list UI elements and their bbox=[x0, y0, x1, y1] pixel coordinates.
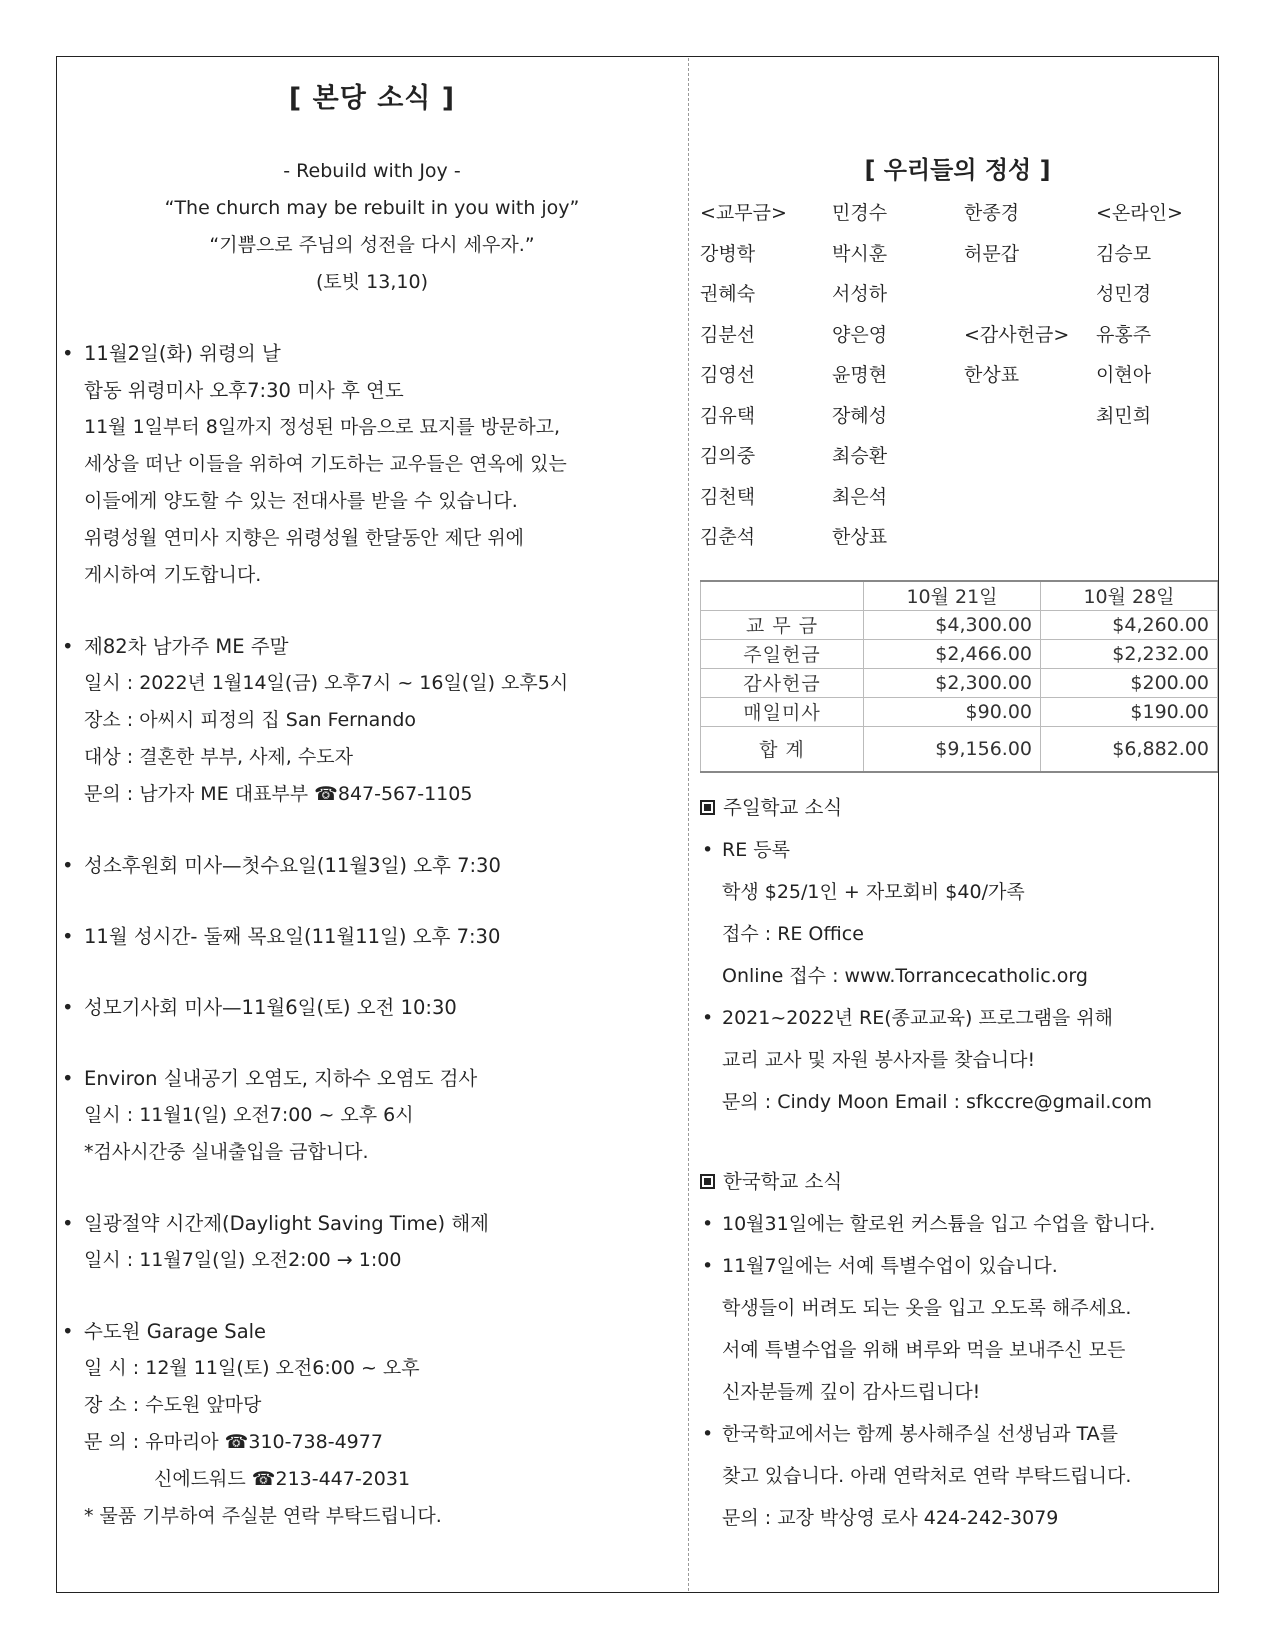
korean-school-title: 한국학교 소식 bbox=[723, 1169, 843, 1193]
news-line: 이들에게 양도할 수 있는 전대사를 받을 수 있습니다. bbox=[84, 490, 518, 512]
finance-value: $2,232.00 bbox=[1041, 639, 1218, 668]
theme-line: (토빗 13,10) bbox=[316, 271, 428, 293]
donor-name-cell: 서성하 bbox=[832, 283, 888, 305]
finance-row bbox=[701, 639, 1218, 668]
finance-value: $190.00 bbox=[1041, 697, 1218, 726]
offerings-title: [ 우리들의 정성 ] bbox=[864, 156, 1051, 184]
donor-name-cell: 최은석 bbox=[832, 485, 888, 508]
news-line: 일시 : 2022년 1월14일(금) 오후7시 ~ 16일(일) 오후5시 bbox=[84, 672, 569, 694]
finance-value: $2,466.00 bbox=[864, 639, 1041, 668]
news-line: * 물품 기부하여 주실분 연락 부탁드립니다. bbox=[84, 1505, 442, 1527]
school-line: 학생들이 버려도 되는 옷을 입고 오도록 해주세요. bbox=[722, 1296, 1132, 1319]
finance-label: 매일미사 bbox=[701, 697, 864, 726]
square-bullet-icon bbox=[700, 800, 715, 815]
donor-name-cell bbox=[1096, 477, 1216, 518]
news-heading: • 성모기사회 미사—11월6일(토) 오전 10:30 bbox=[62, 989, 682, 1026]
news-heading: • 수도원 Garage Sale bbox=[62, 1313, 682, 1350]
news-line: 일시 : 11월1(일) 오전7:00 ~ 오후 6시 bbox=[84, 1104, 414, 1126]
donor-name-cell bbox=[964, 477, 1096, 518]
finance-row bbox=[701, 610, 1218, 639]
finance-total-label: 합 계 bbox=[701, 726, 864, 772]
finance-corner bbox=[701, 581, 864, 611]
theme-line: “기쁨으로 주님의 성전을 다시 세우자.” bbox=[209, 234, 535, 256]
school-line: 서예 특별수업을 위해 벼루와 먹을 보내주신 모든 bbox=[722, 1338, 1126, 1361]
offerings-column bbox=[700, 150, 1215, 1539]
news-line: 장소 : 아씨시 피정의 집 San Fernando bbox=[84, 709, 417, 731]
theme-line: - Rebuild with Joy - bbox=[283, 160, 461, 182]
finance-value: $4,300.00 bbox=[864, 610, 1041, 639]
school-bullet: • 11월7일에는 서예 특별수업이 있습니다. bbox=[700, 1245, 1215, 1287]
sunday-school-title: 주일학교 소식 bbox=[723, 795, 843, 819]
school-bullet: • 한국학교에서는 함께 봉사해주실 선생님과 TA를 bbox=[700, 1413, 1215, 1455]
news-line: 합동 위령미사 오후7:30 미사 후 연도 bbox=[84, 379, 404, 402]
finance-total-value: $6,882.00 bbox=[1041, 726, 1218, 772]
news-line: 게시하여 기도합니다. bbox=[84, 564, 262, 586]
news-line: 위령성월 연미사 지향은 위령성월 한달동안 제단 위에 bbox=[84, 527, 525, 549]
news-heading: • 11월 성시간- 둘째 목요일(11월11일) 오후 7:30 bbox=[62, 918, 682, 955]
finance-value: $4,260.00 bbox=[1041, 610, 1218, 639]
finance-label: 주일헌금 bbox=[701, 639, 864, 668]
school-bullet: • 10월31일에는 할로윈 커스튬을 입고 수업을 합니다. bbox=[700, 1203, 1215, 1245]
news-line: 세상을 떠난 이들을 위하여 기도하는 교우들은 연옥에 있는 bbox=[84, 453, 567, 475]
column-divider bbox=[688, 58, 689, 1591]
donor-name-cell: <교무금> bbox=[700, 202, 787, 224]
finance-value: $90.00 bbox=[864, 697, 1041, 726]
news-heading: • 성소후원회 미사—첫수요일(11월3일) 오후 7:30 bbox=[62, 847, 682, 884]
school-line: 교리 교사 및 자원 봉사자를 찾습니다! bbox=[722, 1048, 1036, 1071]
donor-name-cell: <감사헌금> bbox=[964, 323, 1070, 346]
donor-name-cell bbox=[964, 436, 1096, 477]
donor-name-cell: 김승모 bbox=[1096, 242, 1152, 265]
finance-label: 교 무 금 bbox=[701, 610, 864, 639]
finance-row bbox=[701, 668, 1218, 697]
donor-name-cell: 김춘석 bbox=[700, 526, 756, 548]
donor-name-cell bbox=[964, 517, 1096, 558]
finance-header: 10월 28일 bbox=[1041, 581, 1218, 611]
donor-name-cell bbox=[1096, 517, 1216, 558]
donor-name-cell: 김분선 bbox=[700, 323, 756, 346]
school-line: 접수 : RE Office bbox=[722, 922, 864, 945]
donor-name-cell: 김의중 bbox=[700, 445, 756, 467]
finance-value: $200.00 bbox=[1041, 668, 1218, 697]
donor-name-cell: 장혜성 bbox=[832, 404, 888, 427]
donor-name-cell bbox=[964, 396, 1096, 437]
school-bullet: • RE 등록 bbox=[700, 829, 1215, 871]
theme-block bbox=[62, 153, 682, 301]
parish-news-title: [ 본당 소식 ] bbox=[288, 83, 456, 114]
donor-name-cell: 허문갑 bbox=[964, 242, 1020, 265]
korean-school-heading bbox=[700, 1161, 1215, 1203]
news-line: 문 의 : 유마리아 ☎310-738-4977 bbox=[84, 1431, 383, 1453]
finance-total-row bbox=[701, 726, 1218, 772]
donor-name-cell: 한종경 bbox=[964, 202, 1020, 224]
school-line: Online 접수 : www.Torrancecatholic.org bbox=[722, 964, 1088, 987]
donor-name-cell: 윤명현 bbox=[832, 364, 888, 386]
news-line: *검사시간중 실내출입을 금합니다. bbox=[84, 1141, 369, 1163]
news-line: 11월 1일부터 8일까지 정성된 마음으로 묘지를 방문하고, bbox=[84, 416, 561, 438]
donor-name-cell: 김천택 bbox=[700, 485, 756, 508]
school-line: 신자분들께 깊이 감사드립니다! bbox=[722, 1380, 981, 1403]
parish-news-column bbox=[62, 76, 682, 1535]
donor-name-cell bbox=[1096, 436, 1216, 477]
news-heading: • 제82차 남가주 ME 주말 bbox=[62, 628, 682, 665]
finance-row bbox=[701, 697, 1218, 726]
donor-name-grid bbox=[700, 193, 1215, 558]
donor-name-cell: 강병학 bbox=[700, 242, 756, 265]
finance-value: $2,300.00 bbox=[864, 668, 1041, 697]
theme-line: “The church may be rebuilt in you with joy” bbox=[164, 197, 580, 219]
donor-name-cell: 한상표 bbox=[964, 364, 1020, 386]
donor-name-cell: 권혜숙 bbox=[700, 283, 756, 305]
donor-name-cell: 이현아 bbox=[1096, 364, 1152, 386]
finance-total-value: $9,156.00 bbox=[864, 726, 1041, 772]
donor-name-cell: <온라인> bbox=[1096, 202, 1183, 224]
finance-header: 10월 21일 bbox=[864, 581, 1041, 611]
square-bullet-icon bbox=[700, 1174, 715, 1189]
news-heading: • 일광절약 시간제(Daylight Saving Time) 해제 bbox=[62, 1205, 682, 1242]
school-line: 찾고 있습니다. 아래 연락처로 연락 부탁드립니다. bbox=[722, 1464, 1132, 1487]
donor-name-cell: 김유택 bbox=[700, 404, 756, 427]
donor-name-cell: 민경수 bbox=[832, 202, 888, 224]
news-line: 일 시 : 12월 11일(토) 오전6:00 ~ 오후 bbox=[84, 1357, 420, 1379]
news-line: 일시 : 11월7일(일) 오전2:00 → 1:00 bbox=[84, 1249, 402, 1271]
news-line: 문의 : 남가자 ME 대표부부 ☎847-567-1105 bbox=[84, 783, 473, 805]
donor-name-cell: 김영선 bbox=[700, 364, 756, 386]
donor-name-cell: 한상표 bbox=[832, 526, 888, 548]
news-heading: • 11월2일(화) 위령의 날 bbox=[62, 335, 682, 372]
donor-name-cell bbox=[964, 274, 1096, 315]
news-line: 대상 : 결혼한 부부, 사제, 수도자 bbox=[84, 746, 353, 768]
news-line: 장 소 : 수도원 앞마당 bbox=[84, 1394, 262, 1416]
finance-label: 감사헌금 bbox=[701, 668, 864, 697]
school-line: 문의 : Cindy Moon Email : sfkccre@gmail.com bbox=[722, 1090, 1152, 1113]
school-line: 문의 : 교장 박상영 로사 424-242-3079 bbox=[722, 1506, 1059, 1529]
donor-name-cell: 성민경 bbox=[1096, 283, 1152, 305]
donor-name-cell: 유홍주 bbox=[1096, 323, 1152, 346]
sunday-school-heading bbox=[700, 787, 1215, 829]
news-heading: • Environ 실내공기 오염도, 지하수 오염도 검사 bbox=[62, 1060, 682, 1097]
school-bullet: • 2021~2022년 RE(종교교육) 프로그램을 위해 bbox=[700, 997, 1215, 1039]
finance-table bbox=[700, 580, 1218, 773]
donor-name-cell: 최승환 bbox=[832, 445, 888, 467]
donor-name-cell: 최민희 bbox=[1096, 404, 1152, 427]
school-line: 학생 $25/1인 + 자모회비 $40/가족 bbox=[722, 880, 1025, 903]
news-line: 신에드워드 ☎213-447-2031 bbox=[154, 1468, 411, 1490]
donor-name-cell: 박시훈 bbox=[832, 242, 888, 265]
donor-name-cell: 양은영 bbox=[832, 323, 888, 346]
